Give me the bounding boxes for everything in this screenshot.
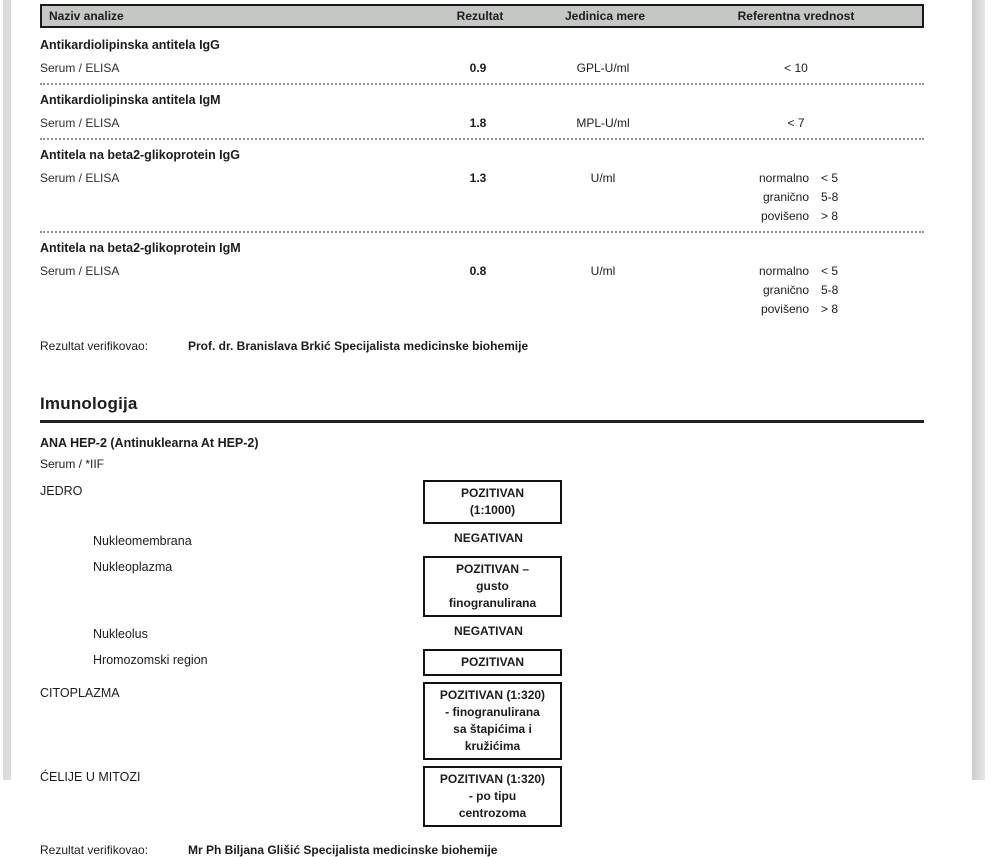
- reference-range-value: < 5: [821, 264, 839, 278]
- ana-result-line: (1:1000): [469, 503, 516, 517]
- ana-result-line: POZITIVAN (1:320): [439, 772, 546, 786]
- ana-row-label: Nukleomembrana: [93, 534, 192, 548]
- test-unit: GPL-U/ml: [576, 61, 630, 75]
- test-reference: [668, 264, 924, 317]
- test-reference: [668, 171, 924, 224]
- reference-range-label: povišeno: [760, 302, 809, 316]
- ana-result: [423, 530, 554, 547]
- table-header: [40, 4, 924, 28]
- lab-results-list: [40, 30, 924, 324]
- ana-row-label: Nukleoplazma: [93, 560, 173, 574]
- test-specimen-method: Serum / ELISA: [40, 116, 120, 130]
- ana-result-line: kružićima: [464, 739, 521, 753]
- test-result: 0.9: [469, 61, 487, 75]
- ana-result-line: POZITIVAN: [460, 655, 525, 669]
- reference-range-value: > 8: [821, 209, 839, 223]
- ana-result: [423, 649, 562, 676]
- verifier-label: Rezultat verifikovao:: [40, 843, 149, 857]
- page-edge-left: [3, 0, 11, 780]
- test-specimen-method: Serum / ELISA: [40, 61, 120, 75]
- test-values-row: [40, 116, 924, 131]
- ana-row-label: CITOPLAZMA: [40, 686, 120, 700]
- ana-result-line: sa štapićima i: [453, 722, 532, 736]
- column-header-jedinica-mere: Jedinica mere: [564, 9, 646, 23]
- ana-result-line: - po tipu: [468, 789, 517, 803]
- ana-result-line: finogranulirana: [448, 596, 537, 610]
- verifier-line-1: [40, 339, 924, 353]
- lab-test-row: [40, 30, 924, 85]
- ana-row: [40, 623, 924, 641]
- ana-result-line: NEGATIVAN: [454, 531, 523, 545]
- ana-result: [423, 766, 562, 827]
- section-title-imunologija: Imunologija: [40, 394, 138, 413]
- test-unit: MPL-U/ml: [576, 116, 630, 130]
- ana-result-line: - finogranulirana: [445, 705, 540, 719]
- ana-result: [423, 556, 562, 617]
- test-result: 1.8: [469, 116, 487, 130]
- lab-report-page: [40, 0, 924, 857]
- test-name: Antitela na beta2-glikoprotein IgG: [40, 148, 241, 162]
- ana-result: [423, 480, 562, 524]
- ana-row: [40, 682, 924, 760]
- scrollbar-track[interactable]: [972, 0, 985, 780]
- ana-result-line: POZITIVAN (1:320): [439, 688, 546, 702]
- ana-row: [40, 530, 924, 548]
- test-reference: < 7: [787, 116, 805, 130]
- ana-row-label: Hromozomski region: [93, 653, 208, 667]
- reference-range-value: > 8: [821, 302, 839, 316]
- ana-result-line: POZITIVAN –: [455, 562, 530, 576]
- verifier-label: Rezultat verifikovao:: [40, 339, 149, 353]
- test-specimen-method: Serum / ELISA: [40, 171, 120, 185]
- reference-range-label: granično: [762, 283, 809, 297]
- reference-range-value: 5-8: [821, 283, 839, 297]
- reference-range-label: povišeno: [760, 209, 809, 223]
- test-unit: U/ml: [590, 264, 616, 278]
- ana-results-list: [40, 480, 924, 827]
- test-name: Antitela na beta2-glikoprotein IgM: [40, 241, 241, 255]
- column-header-referentna-vrednost: Referentna vrednost: [737, 9, 855, 23]
- test-specimen-method: Serum / ELISA: [40, 264, 120, 278]
- test-values-row: [40, 264, 924, 317]
- ana-result-line: centrozoma: [458, 806, 527, 820]
- ana-row: [40, 556, 924, 617]
- lab-test-row: [40, 233, 924, 324]
- lab-test-row: [40, 85, 924, 140]
- reference-range-value: 5-8: [821, 190, 839, 204]
- ana-row: [40, 480, 924, 524]
- ana-row: [40, 766, 924, 827]
- ana-result: [423, 623, 554, 640]
- test-unit: U/ml: [590, 171, 616, 185]
- reference-range-label: normalno: [758, 171, 809, 185]
- ana-row-label: JEDRO: [40, 484, 83, 498]
- ana-panel-method: Serum / *IIF: [40, 457, 105, 471]
- ana-panel-name: ANA HEP-2 (Antinuklearna At HEP-2): [40, 436, 259, 450]
- test-values-row: [40, 61, 924, 76]
- verifier-name: Mr Ph Biljana Glišić Specijalista medicinske biohemije: [188, 843, 498, 857]
- ana-result-line: POZITIVAN: [460, 486, 525, 500]
- ana-result-line: NEGATIVAN: [454, 624, 523, 638]
- test-values-row: [40, 171, 924, 224]
- section-divider: [40, 420, 924, 423]
- ana-result-line: gusto: [476, 579, 509, 593]
- reference-range-label: normalno: [758, 264, 809, 278]
- reference-range-value: < 5: [821, 171, 839, 185]
- test-result: 1.3: [469, 171, 487, 185]
- lab-test-row: [40, 140, 924, 233]
- test-name: Antikardiolipinska antitela IgG: [40, 38, 220, 52]
- ana-row-label: ĆELIJE U MITOZI: [40, 770, 141, 784]
- column-header-rezultat: Rezultat: [456, 9, 504, 23]
- column-header-naziv-analize: Naziv analize: [49, 9, 124, 23]
- ana-row-label: Nukleolus: [93, 627, 148, 641]
- test-name: Antikardiolipinska antitela IgM: [40, 93, 221, 107]
- test-reference: < 10: [784, 61, 808, 75]
- verifier-name: Prof. dr. Branislava Brkić Specijalista medicinske biohemije: [188, 339, 529, 353]
- reference-range-label: granično: [762, 190, 809, 204]
- ana-row: [40, 649, 924, 676]
- verifier-line-2: [40, 843, 924, 857]
- test-result: 0.8: [469, 264, 487, 278]
- ana-result: [423, 682, 562, 760]
